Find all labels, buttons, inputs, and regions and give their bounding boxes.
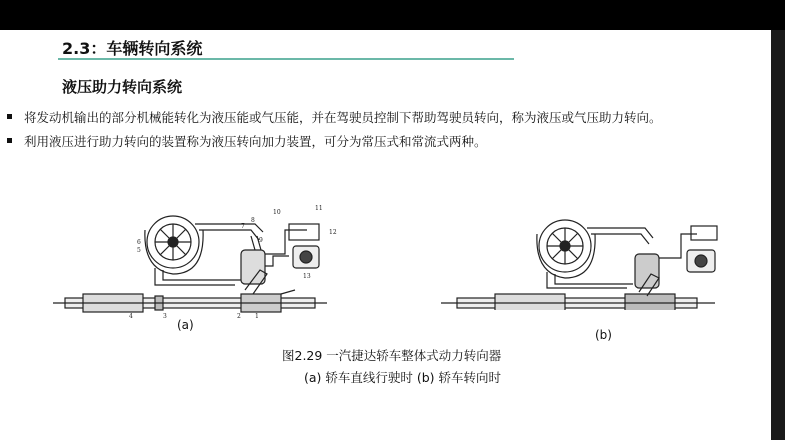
svg-text:9: 9 xyxy=(259,237,263,244)
figure-caption: 图2.29 一汽捷达轿车整体式动力转向器 xyxy=(282,348,502,363)
figure-b-label: (b) xyxy=(595,328,612,342)
title-divider xyxy=(58,58,514,60)
svg-text:13: 13 xyxy=(303,273,311,280)
bullet-dot-icon xyxy=(7,138,12,143)
svg-text:7: 7 xyxy=(241,223,245,230)
bullet-item xyxy=(7,108,662,126)
svg-text:11: 11 xyxy=(315,205,323,212)
svg-text:4: 4 xyxy=(129,313,133,320)
section-title: 2.3：车辆转向系统 xyxy=(62,39,203,58)
svg-text:3: 3 xyxy=(163,313,167,320)
bullet-text: 利用液压进行助力转向的装置称为液压转向加力装置，可分为常压式和常流式两种。 xyxy=(24,134,487,149)
svg-text:2: 2 xyxy=(237,313,241,320)
figure-subcaption: (a) 轿车直线行驶时 (b) 轿车转向时 xyxy=(304,370,502,385)
bullet-dot-icon xyxy=(7,114,12,119)
svg-text:1: 1 xyxy=(255,313,259,320)
bullet-text: 将发动机输出的部分机械能转化为液压能或气压能，并在驾驶员控制下帮助驾驶员转向，称为液压或气压助力转向。 xyxy=(24,110,662,125)
svg-text:5: 5 xyxy=(137,247,141,254)
svg-text:8: 8 xyxy=(251,217,255,224)
svg-text:12: 12 xyxy=(329,229,337,236)
right-edge-strip xyxy=(771,30,785,440)
figure-b-steering-diagram xyxy=(435,170,725,310)
top-bar xyxy=(0,0,785,30)
svg-text:10: 10 xyxy=(273,209,281,216)
figure-a-label: (a) xyxy=(177,318,194,332)
svg-text:6: 6 xyxy=(137,239,141,246)
bullet-item xyxy=(7,132,487,150)
subtitle: 液压助力转向系统 xyxy=(62,78,183,96)
figure-a-steering-diagram xyxy=(45,170,345,320)
